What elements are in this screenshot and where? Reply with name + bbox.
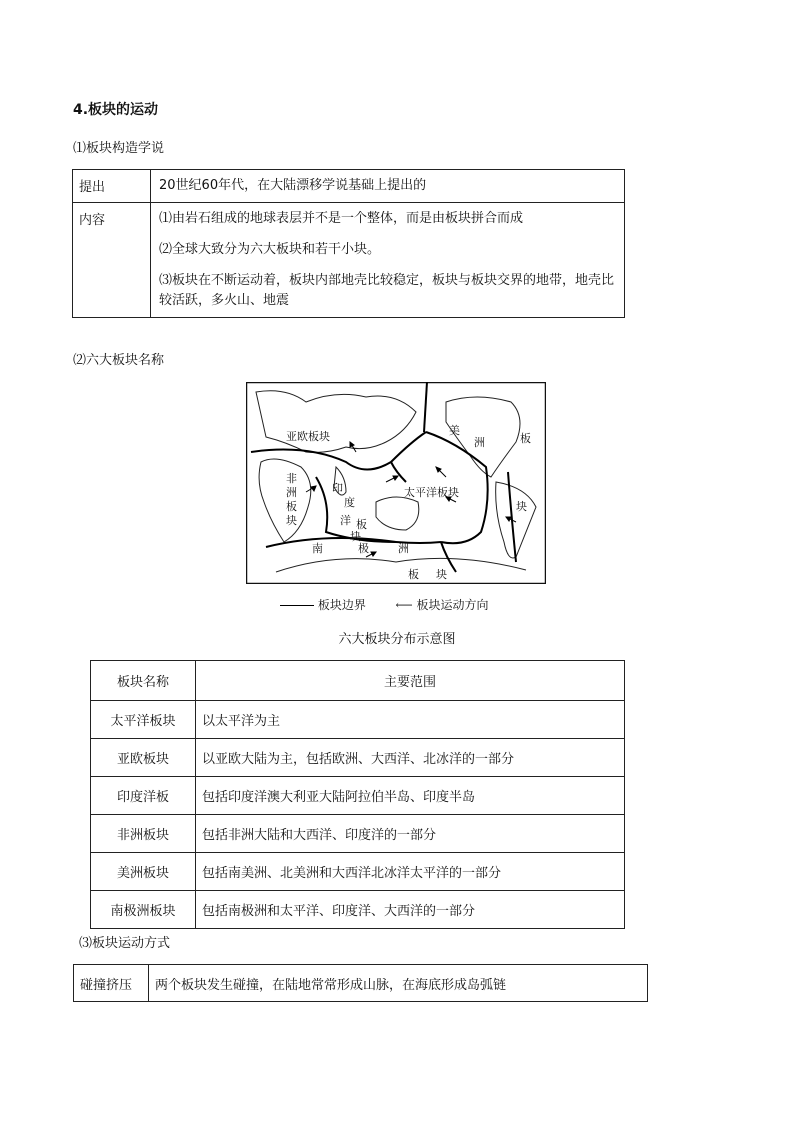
label-antarctic-2: 洲 [398,542,409,555]
table-row [73,203,625,318]
label-american-0: 美 [449,424,460,437]
table-row [91,815,625,853]
arrow-left-icon: ⟵ [395,598,413,612]
label-african-0: 非 [286,472,297,485]
table-row [91,891,625,929]
table-row [74,965,648,1002]
plate-name: 南极洲板块 [91,891,196,929]
label-american-2: 板 [520,432,531,445]
label-african-2: 板 [286,500,297,513]
label-american-3: 块 [516,500,527,513]
plate-range: 以太平洋为主 [196,701,625,739]
label-antarctic-0: 南 [312,542,323,555]
label-american-1: 洲 [474,436,485,449]
plate-range: 包括印度洋澳大利亚大陆阿拉伯半岛、印度半岛 [196,777,625,815]
row-line: ⑵全球大致分为六大板块和若干小块。 [159,242,381,257]
row-line: ⑶板块在不断运动着，板块内部地壳比较稳定，板块与板块交界的地带，地壳比较活跃，多火山、地震 [159,273,615,308]
row-line: ⑴由岩石组成的地球表层并不是一个整体，而是由板块拼合而成 [159,211,524,226]
table-row [91,777,625,815]
motion-table [73,964,648,1002]
table-row [91,853,625,891]
header-plate-name: 板块名称 [91,661,196,701]
plate-name: 印度洋板 [91,777,196,815]
plate-map [246,382,546,584]
label-antarctic-4: 块 [436,568,447,581]
motion-type: 碰撞挤压 [74,965,149,1002]
subheading-motion: ⑶板块运动方式 [79,936,171,951]
plate-map-svg [246,382,546,584]
row-value [151,203,625,318]
plates-table [90,660,625,929]
label-african-3: 块 [286,514,297,527]
plate-range: 以亚欧大陆为主，包括欧洲、大西洋、北冰洋的一部分 [196,739,625,777]
row-value [151,170,625,203]
plate-name: 亚欧板块 [91,739,196,777]
boundary-line-icon [280,605,314,606]
label-indian-2: 洋 [340,514,351,527]
subheading-plates: ⑵六大板块名称 [73,353,165,368]
row-key: 提出 [73,170,151,203]
plate-range: 包括非洲大陆和大西洋、印度洋的一部分 [196,815,625,853]
label-african-1: 洲 [286,486,297,499]
subheading-theory: ⑴板块构造学说 [73,141,165,156]
motion-desc: 两个板块发生碰撞，在陆地常常形成山脉，在海底形成岛弧链 [149,965,648,1002]
label-pacific: 太平洋板块 [404,486,459,499]
map-caption: 六大板块分布示意图 [338,632,456,647]
row-key: 内容 [73,203,151,318]
table-header-row [91,661,625,701]
label-indian-4: 块 [350,530,361,543]
legend-direction: 板块运动方向 [416,598,489,612]
label-antarctic-1: 极 [358,542,369,555]
table-row [91,739,625,777]
table-row [73,170,625,203]
label-indian-3: 板 [356,518,367,531]
row-line: 20世纪60年代，在大陆漂移学说基础上提出的 [159,178,427,193]
section-title: 4.板块的运动 [73,102,159,118]
label-antarctic-3: 板 [408,568,419,581]
plate-range: 包括南美洲、北美洲和大西洋北冰洋太平洋的一部分 [196,853,625,891]
plate-range: 包括南极洲和太平洋、印度洋、大西洋的一部分 [196,891,625,929]
header-range: 主要范围 [196,661,625,701]
table-row [91,701,625,739]
label-indian-1: 度 [344,496,355,509]
plate-name: 太平洋板块 [91,701,196,739]
label-eurasian: 亚欧板块 [286,430,330,443]
theory-table [72,169,625,318]
map-legend [280,596,489,613]
plate-name: 非洲板块 [91,815,196,853]
plate-name: 美洲板块 [91,853,196,891]
label-indian-0: 印 [332,482,343,495]
legend-boundary: 板块边界 [317,598,366,612]
